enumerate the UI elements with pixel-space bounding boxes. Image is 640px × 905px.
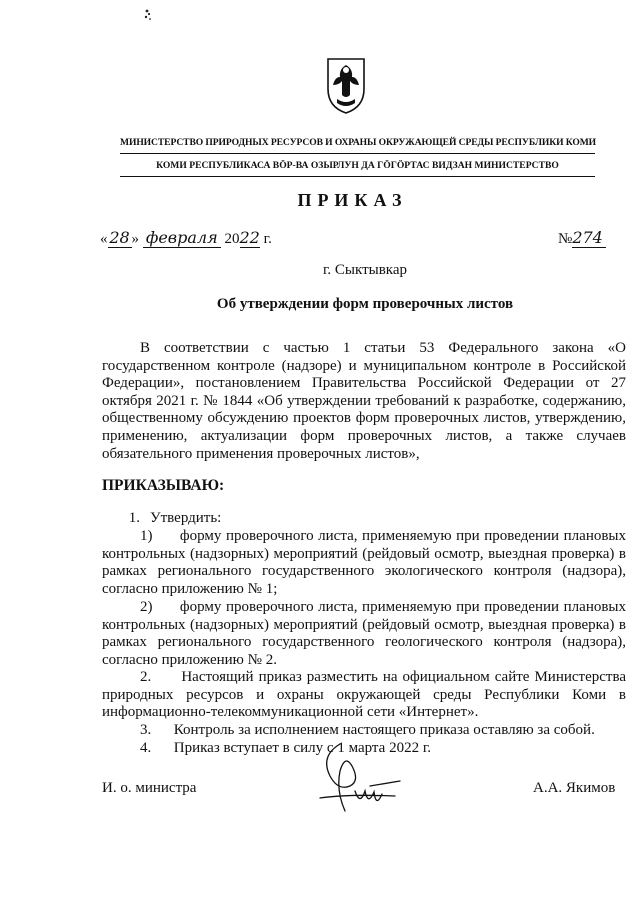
item-4-text: Приказ вступает в силу с 1 марта 2022 г. xyxy=(173,740,432,756)
date-open-quote: « xyxy=(100,231,108,247)
item-1-2-text: форму проверочного листа, применяемую при проведении плановых контрольных (надзорных) мероприятий (рейдовый осмотр, выездная проверка) в рамках регионального государственного геологического контроля (надзора), согласно приложению № 2. xyxy=(102,599,627,668)
date-year-unit: г. xyxy=(263,231,272,247)
date-year-suffix: 22 xyxy=(239,228,260,247)
city: г. Сыктывкар xyxy=(322,262,408,278)
item-1-number: 1. xyxy=(128,510,140,526)
order-number xyxy=(558,228,606,248)
item-1-2 xyxy=(102,599,626,669)
document-title: ПРИКАЗ xyxy=(297,190,408,210)
order-date xyxy=(100,228,272,248)
ministry-name-komi: КОМИ РЕСПУБЛИКАСА ВӦР-ВА ОЗЫРЛУН ДА ГӦГӦРТАС ВИДЗАН МИНИСТЕРСТВО xyxy=(156,160,559,171)
handwritten-signature xyxy=(300,736,410,826)
item-1-1-text: форму проверочного листа, применяемую при проведении плановых контрольных (надзорных) мероприятий (рейдовый осмотр, выездная проверка) в рамках регионального государственного экологического контроля (надзора), согласно приложению № 1; xyxy=(102,528,627,597)
number-value: 274 xyxy=(572,228,606,248)
preamble-paragraph: В соответствии с частью 1 статьи 53 Федерального закона «О государственном контроле (надзоре) и муниципальном контроле в Российской Федерации», постановлением Правительства Российской Федерации от 27 октября 2021 г. № 1844 «Об утверждении требований к разработке, содержанию, общественному обсуждению проектов форм проверочных листов, утверждению, применению, актуализации форм проверочных листов, а также случаев обязательного применения проверочных листов», xyxy=(102,340,626,462)
item-1-1 xyxy=(102,528,626,598)
item-3-number: 3. xyxy=(140,722,152,738)
item-2-number: 2. xyxy=(140,669,152,685)
date-day: 28 xyxy=(109,228,130,247)
coat-of-arms-emblem xyxy=(325,55,367,115)
date-year-prefix: 20 xyxy=(224,231,240,247)
scan-speck xyxy=(143,8,153,22)
ministry-name-russian: МИНИСТЕРСТВО ПРИРОДНЫХ РЕСУРСОВ И ОХРАНЫ ОКРУЖАЮЩЕЙ СРЕДЫ РЕСПУБЛИКИ КОМИ xyxy=(120,137,597,148)
signatory-name: А.А. Якимов xyxy=(533,780,616,796)
item-2 xyxy=(102,669,626,722)
item-1-text: Утвердить: xyxy=(150,510,222,526)
date-month: февраля xyxy=(143,228,221,248)
signatory-position: И. о. министра xyxy=(102,780,197,796)
item-1 xyxy=(102,510,626,528)
item-2-text: Настоящий приказ разместить на официальном сайте Министерства природных ресурсов и охраны окружающей среды Республики Коми в информационно-телекоммуникационной сети «Интернет». xyxy=(102,669,627,721)
order-subject: Об утверждении форм проверочных листов xyxy=(216,296,514,312)
order-directive: ПРИКАЗЫВАЮ: xyxy=(102,477,225,494)
header-rule-top xyxy=(120,153,595,154)
item-4-number: 4. xyxy=(140,740,152,756)
item-1-1-number: 1) xyxy=(140,528,153,544)
item-1-2-number: 2) xyxy=(140,599,153,615)
item-3-text: Контроль за исполнением настоящего приказа оставляю за собой. xyxy=(173,722,595,738)
date-close-quote: » xyxy=(131,231,139,247)
number-sign: № xyxy=(558,231,573,247)
header-rule-bottom xyxy=(120,176,595,177)
